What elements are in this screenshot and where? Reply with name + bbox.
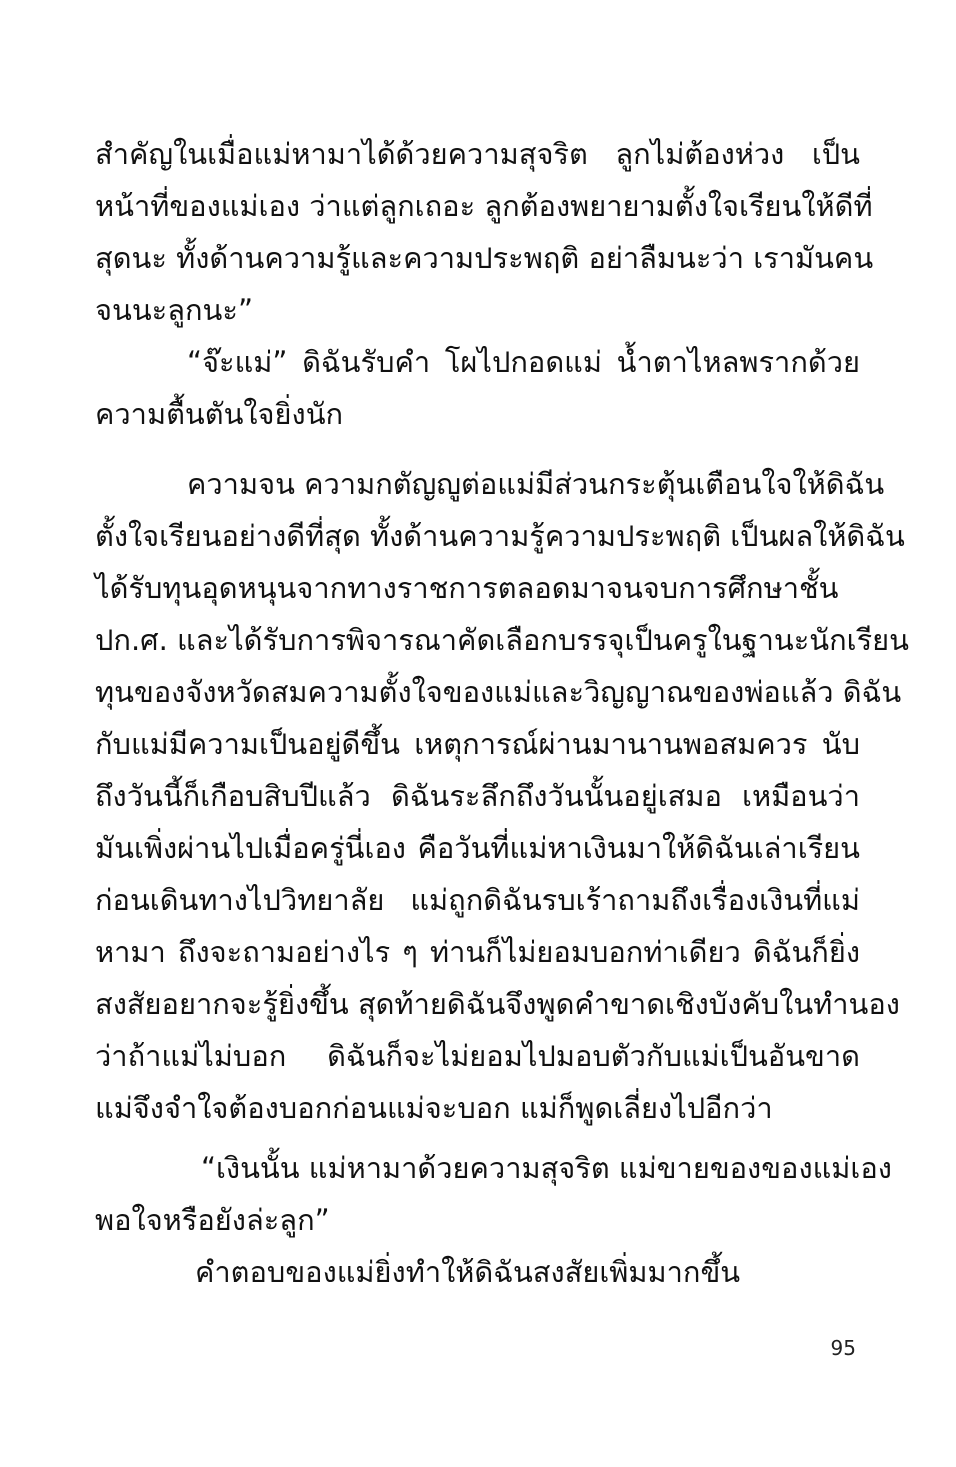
text-line: สงสัยอยากจะรู้ยิ่งขึ้น สุดท้ายดิฉันจึงพูดคำขาดเชิงบังคับในทำนอง: [95, 987, 900, 1021]
text-line: จนนะลูกนะ”: [95, 293, 253, 327]
text-line: หน้าที่ของแม่เอง ว่าแต่ลูกเถอะ ลูกต้องพยายามตั้งใจเรียนให้ดีที่: [95, 189, 873, 223]
paragraph-3: [95, 458, 909, 1134]
text-line: ถึงวันนี้ก็เกือบสิบปีแล้ว ดิฉันระลึกถึงวันนั้นอยู่เสมอ เหมือนว่า: [95, 779, 860, 813]
text-line: กับแม่มีความเป็นอยู่ดีขึ้น เหตุการณ์ผ่านมานานพอสมควร นับ: [95, 727, 860, 761]
text-line: ตั้งใจเรียนอย่างดีที่สุด ทั้งด้านความรู้ความประพฤติ เป็นผลให้ดิฉัน: [95, 519, 905, 553]
paragraph-2: [95, 336, 860, 440]
text-line: มันเพิ่งผ่านไปเมื่อครู่นี่เอง คือวันที่แม่หาเงินมาให้ดิฉันเล่าเรียน: [95, 831, 860, 865]
text-line: แม่จึงจำใจต้องบอกก่อนแม่จะบอก แม่ก็พูดเลี่ยงไปอีกว่า: [95, 1091, 773, 1125]
text-line: ก่อนเดินทางไปวิทยาลัย แม่ถูกดิฉันรบเร้าถามถึงเรื่องเงินที่แม่: [95, 883, 860, 917]
paragraph-4: [95, 1142, 892, 1246]
paragraph-5: [95, 1246, 860, 1298]
text-line: ปก.ศ. และได้รับการพิจารณาคัดเลือกบรรจุเป็นครูในฐานะนักเรียน: [95, 623, 909, 657]
body-text: [95, 128, 909, 1298]
text-line: ได้รับทุนอุดหนุนจากทางราชการตลอดมาจนจบการศึกษาชั้น: [95, 571, 839, 605]
text-line: พอใจหรือยังล่ะลูก”: [95, 1203, 330, 1237]
text-line: ว่าถ้าแม่ไม่บอก ดิฉันก็จะไม่ยอมไปมอบตัวกับแม่เป็นอันขาด: [95, 1039, 860, 1073]
page-number: 95: [830, 1336, 856, 1360]
text-line: “เงินนั้น แม่หามาด้วยความสุจริต แม่ขายของของแม่เอง: [201, 1151, 892, 1185]
text-line: หามา ถึงจะถามอย่างไร ๆ ท่านก็ไม่ยอมบอกท่าเดียว ดิฉันก็ยิ่ง: [95, 935, 860, 969]
text-line: คำตอบของแม่ยิ่งทำให้ดิฉันสงสัยเพิ่มมากขึ้น: [195, 1255, 741, 1289]
text-line: “จ๊ะแม่” ดิฉันรับคำ โผไปกอดแม่ น้ำตาไหลพรากด้วย: [187, 345, 860, 379]
text-line: สำคัญในเมื่อแม่หามาได้ด้วยความสุจริต ลูกไม่ต้องห่วง เป็น: [95, 137, 860, 171]
text-line: ทุนของจังหวัดสมความตั้งใจของแม่และวิญญาณของพ่อแล้ว ดิฉัน: [95, 675, 902, 709]
text-line: ความตื้นตันใจยิ่งนัก: [95, 397, 344, 431]
text-line: ความจน ความกตัญญูต่อแม่มีส่วนกระตุ้นเตือนใจให้ดิฉัน: [187, 467, 885, 501]
text-line: สุดนะ ทั้งด้านความรู้และความประพฤติ อย่าลืมนะว่า เรามันคน: [95, 241, 874, 275]
paragraph-1: [95, 128, 874, 336]
